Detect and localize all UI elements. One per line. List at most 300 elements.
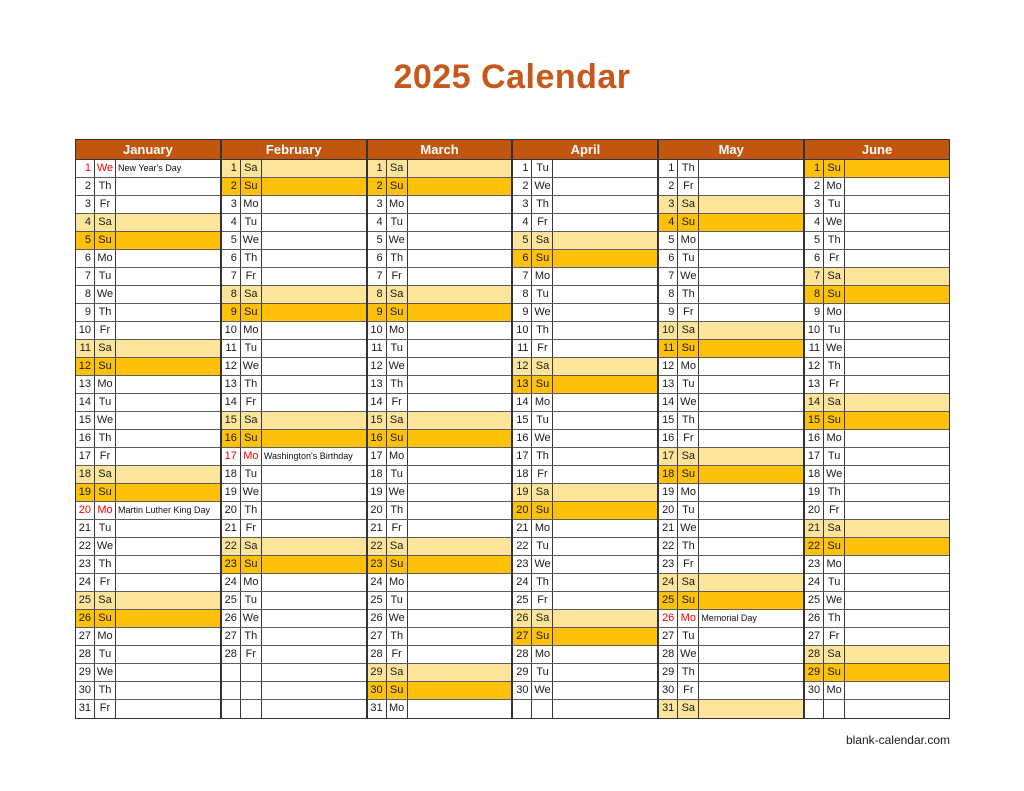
day-number: 15 xyxy=(76,412,95,429)
day-row xyxy=(222,160,366,178)
day-number: 20 xyxy=(513,502,532,519)
holiday-label xyxy=(553,646,657,663)
holiday-label xyxy=(116,286,220,303)
holiday-label xyxy=(845,682,949,699)
day-abbr: Fr xyxy=(387,268,408,285)
holiday-label xyxy=(262,574,366,591)
day-abbr: We xyxy=(824,592,845,609)
holiday-label xyxy=(116,466,220,483)
day-number: 17 xyxy=(805,448,824,465)
holiday-label xyxy=(553,412,657,429)
holiday-label xyxy=(262,232,366,249)
day-abbr: Fr xyxy=(678,430,699,447)
day-row xyxy=(222,484,366,502)
day-row xyxy=(805,430,949,448)
day-number: 28 xyxy=(805,646,824,663)
day-abbr: Mo xyxy=(95,628,116,645)
day-row xyxy=(805,358,949,376)
day-row xyxy=(368,196,512,214)
day-abbr: Th xyxy=(678,286,699,303)
day-row xyxy=(76,610,220,628)
day-row xyxy=(805,574,949,592)
day-number: 21 xyxy=(659,520,678,537)
day-number: 13 xyxy=(368,376,387,393)
day-number: 28 xyxy=(222,646,241,663)
day-number: 5 xyxy=(222,232,241,249)
day-number: 19 xyxy=(222,484,241,501)
day-number: 25 xyxy=(76,592,95,609)
holiday-label xyxy=(262,646,366,663)
day-row xyxy=(76,502,220,520)
day-number: 7 xyxy=(76,268,95,285)
holiday-label xyxy=(408,466,512,483)
day-number: 2 xyxy=(76,178,95,195)
day-abbr: We xyxy=(387,358,408,375)
holiday-label xyxy=(262,628,366,645)
day-abbr: Tu xyxy=(95,268,116,285)
day-abbr: Fr xyxy=(824,376,845,393)
day-number: 4 xyxy=(513,214,532,231)
day-abbr: Su xyxy=(678,340,699,357)
day-row xyxy=(805,178,949,196)
day-number: 16 xyxy=(222,430,241,447)
day-row xyxy=(222,448,366,466)
day-abbr: Sa xyxy=(824,394,845,411)
day-number: 12 xyxy=(513,358,532,375)
holiday-label xyxy=(116,232,220,249)
holiday-label xyxy=(699,466,803,483)
day-abbr: Sa xyxy=(678,448,699,465)
holiday-label xyxy=(408,556,512,573)
day-abbr: Fr xyxy=(95,448,116,465)
day-abbr: Su xyxy=(532,628,553,645)
day-abbr: Su xyxy=(678,466,699,483)
day-number: 8 xyxy=(659,286,678,303)
day-number: 14 xyxy=(659,394,678,411)
holiday-label xyxy=(262,322,366,339)
day-number xyxy=(222,700,241,718)
day-row xyxy=(222,538,366,556)
day-abbr: Tu xyxy=(824,448,845,465)
day-number: 29 xyxy=(368,664,387,681)
day-abbr: Th xyxy=(95,556,116,573)
holiday-label xyxy=(262,538,366,555)
day-number: 1 xyxy=(368,160,387,177)
day-number: 19 xyxy=(76,484,95,501)
day-row xyxy=(368,520,512,538)
day-number: 5 xyxy=(659,232,678,249)
day-abbr: Mo xyxy=(678,484,699,501)
day-number: 11 xyxy=(659,340,678,357)
day-number: 24 xyxy=(76,574,95,591)
day-row xyxy=(222,358,366,376)
day-number: 13 xyxy=(805,376,824,393)
holiday-label xyxy=(845,304,949,321)
day-abbr: Tu xyxy=(241,592,262,609)
day-abbr: Sa xyxy=(387,160,408,177)
day-row xyxy=(659,268,803,286)
day-row xyxy=(659,538,803,556)
holiday-label xyxy=(408,358,512,375)
day-number: 12 xyxy=(368,358,387,375)
holiday-label xyxy=(262,214,366,231)
holiday-label xyxy=(262,700,366,718)
day-abbr: Fr xyxy=(532,340,553,357)
day-number: 28 xyxy=(659,646,678,663)
day-number: 16 xyxy=(805,430,824,447)
day-abbr: Fr xyxy=(824,628,845,645)
day-abbr: Su xyxy=(241,178,262,195)
day-abbr: Mo xyxy=(241,448,262,465)
day-row xyxy=(659,556,803,574)
month-header: February xyxy=(222,140,366,160)
day-row xyxy=(513,664,657,682)
day-number: 12 xyxy=(659,358,678,375)
holiday-label xyxy=(845,250,949,267)
holiday-label xyxy=(553,520,657,537)
day-abbr: Su xyxy=(824,664,845,681)
holiday-label xyxy=(262,394,366,411)
day-row xyxy=(659,358,803,376)
day-abbr: Th xyxy=(387,502,408,519)
day-number: 9 xyxy=(76,304,95,321)
day-row xyxy=(76,268,220,286)
day-number: 15 xyxy=(222,412,241,429)
day-abbr: Tu xyxy=(95,394,116,411)
day-abbr: We xyxy=(387,232,408,249)
day-number: 22 xyxy=(805,538,824,555)
day-row xyxy=(222,178,366,196)
day-abbr: Fr xyxy=(95,574,116,591)
day-number: 22 xyxy=(513,538,532,555)
day-number: 9 xyxy=(805,304,824,321)
day-number: 20 xyxy=(222,502,241,519)
day-number: 30 xyxy=(659,682,678,699)
day-abbr: Sa xyxy=(387,538,408,555)
holiday-label xyxy=(699,322,803,339)
day-number: 12 xyxy=(805,358,824,375)
holiday-label xyxy=(845,538,949,555)
day-abbr: Th xyxy=(241,628,262,645)
day-row xyxy=(659,628,803,646)
day-row xyxy=(222,520,366,538)
day-row xyxy=(76,250,220,268)
day-number: 17 xyxy=(368,448,387,465)
day-row xyxy=(76,538,220,556)
footer-credit: blank-calendar.com xyxy=(845,733,950,747)
day-number: 22 xyxy=(76,538,95,555)
day-number: 24 xyxy=(222,574,241,591)
holiday-label xyxy=(699,358,803,375)
day-abbr: Fr xyxy=(532,466,553,483)
day-abbr: Th xyxy=(824,358,845,375)
day-number: 15 xyxy=(368,412,387,429)
day-abbr: Su xyxy=(241,304,262,321)
holiday-label xyxy=(699,160,803,177)
day-abbr: Th xyxy=(95,178,116,195)
holiday-label xyxy=(408,286,512,303)
day-row xyxy=(368,502,512,520)
holiday-label xyxy=(699,646,803,663)
holiday-label xyxy=(553,628,657,645)
day-row xyxy=(659,646,803,664)
holiday-label xyxy=(553,286,657,303)
holiday-label xyxy=(408,448,512,465)
holiday-label xyxy=(408,196,512,213)
holiday-label xyxy=(699,502,803,519)
holiday-label xyxy=(262,682,366,699)
day-number: 4 xyxy=(222,214,241,231)
day-abbr: We xyxy=(824,214,845,231)
day-row xyxy=(805,232,949,250)
month-column-march xyxy=(368,140,514,718)
day-number: 28 xyxy=(368,646,387,663)
day-row xyxy=(513,556,657,574)
holiday-label xyxy=(262,340,366,357)
day-abbr: Tu xyxy=(532,538,553,555)
holiday-label xyxy=(408,430,512,447)
day-abbr: Mo xyxy=(95,502,116,519)
day-row xyxy=(76,574,220,592)
day-row xyxy=(659,592,803,610)
day-abbr: Tu xyxy=(678,376,699,393)
day-abbr: We xyxy=(678,394,699,411)
day-abbr: Su xyxy=(678,592,699,609)
day-row xyxy=(513,376,657,394)
day-abbr: Tu xyxy=(678,502,699,519)
day-row xyxy=(513,304,657,322)
holiday-label xyxy=(845,484,949,501)
holiday-label xyxy=(699,268,803,285)
day-row xyxy=(513,196,657,214)
holiday-label xyxy=(116,178,220,195)
holiday-label xyxy=(408,214,512,231)
day-abbr: Th xyxy=(678,538,699,555)
holiday-label xyxy=(553,232,657,249)
day-row xyxy=(659,340,803,358)
day-row xyxy=(76,196,220,214)
day-row xyxy=(368,682,512,700)
holiday-label xyxy=(845,376,949,393)
holiday-label xyxy=(553,592,657,609)
holiday-label xyxy=(553,196,657,213)
day-number: 18 xyxy=(659,466,678,483)
holiday-label xyxy=(553,700,657,718)
day-number: 24 xyxy=(659,574,678,591)
day-abbr: Sa xyxy=(824,520,845,537)
day-abbr: Tu xyxy=(387,466,408,483)
day-row xyxy=(513,394,657,412)
day-abbr: We xyxy=(678,268,699,285)
holiday-label xyxy=(262,160,366,177)
month-header: April xyxy=(513,140,657,160)
day-row xyxy=(659,520,803,538)
holiday-label xyxy=(262,610,366,627)
day-abbr: Su xyxy=(387,556,408,573)
day-number: 28 xyxy=(76,646,95,663)
day-number: 27 xyxy=(513,628,532,645)
holiday-label xyxy=(116,574,220,591)
day-number: 29 xyxy=(805,664,824,681)
day-abbr: We xyxy=(387,484,408,501)
day-abbr: We xyxy=(241,484,262,501)
day-abbr: Mo xyxy=(387,574,408,591)
holiday-label xyxy=(845,574,949,591)
holiday-label xyxy=(553,682,657,699)
day-row xyxy=(76,304,220,322)
day-number: 5 xyxy=(513,232,532,249)
day-abbr xyxy=(824,700,845,718)
holiday-label xyxy=(699,682,803,699)
day-abbr: Mo xyxy=(678,358,699,375)
holiday-label xyxy=(845,448,949,465)
holiday-label xyxy=(553,178,657,195)
day-number: 8 xyxy=(513,286,532,303)
day-number: 3 xyxy=(76,196,95,213)
day-number: 1 xyxy=(222,160,241,177)
day-number xyxy=(805,700,824,718)
holiday-label xyxy=(408,682,512,699)
day-number: 11 xyxy=(222,340,241,357)
holiday-label xyxy=(116,394,220,411)
day-number: 31 xyxy=(76,700,95,718)
month-column-april xyxy=(513,140,659,718)
holiday-label xyxy=(699,214,803,231)
day-number: 15 xyxy=(659,412,678,429)
day-number: 10 xyxy=(222,322,241,339)
holiday-label xyxy=(699,286,803,303)
day-row xyxy=(368,232,512,250)
day-abbr: Th xyxy=(387,250,408,267)
day-row xyxy=(222,394,366,412)
day-number: 25 xyxy=(805,592,824,609)
day-abbr: Mo xyxy=(532,646,553,663)
day-abbr: We xyxy=(95,538,116,555)
holiday-label xyxy=(408,520,512,537)
day-row xyxy=(368,430,512,448)
day-row xyxy=(513,520,657,538)
day-abbr: Sa xyxy=(678,574,699,591)
holiday-label xyxy=(699,592,803,609)
day-abbr: Sa xyxy=(241,160,262,177)
day-row xyxy=(659,232,803,250)
month-column-february xyxy=(222,140,368,718)
day-abbr: Sa xyxy=(95,466,116,483)
day-abbr: Mo xyxy=(387,448,408,465)
day-number: 1 xyxy=(659,160,678,177)
holiday-label xyxy=(262,250,366,267)
holiday-label xyxy=(116,682,220,699)
day-row xyxy=(513,178,657,196)
day-row xyxy=(368,178,512,196)
day-row xyxy=(76,592,220,610)
day-number: 9 xyxy=(513,304,532,321)
holiday-label xyxy=(553,358,657,375)
day-number: 28 xyxy=(513,646,532,663)
day-abbr: Fr xyxy=(678,556,699,573)
holiday-label xyxy=(699,448,803,465)
day-abbr: Mo xyxy=(241,322,262,339)
day-row xyxy=(659,376,803,394)
day-row xyxy=(659,196,803,214)
holiday-label xyxy=(116,214,220,231)
holiday-label xyxy=(116,484,220,501)
holiday-label xyxy=(553,664,657,681)
day-number: 4 xyxy=(76,214,95,231)
day-number: 17 xyxy=(513,448,532,465)
day-abbr: Sa xyxy=(241,286,262,303)
day-abbr: Fr xyxy=(387,646,408,663)
day-abbr: Mo xyxy=(387,322,408,339)
holiday-label xyxy=(553,376,657,393)
day-abbr: Su xyxy=(532,502,553,519)
day-number: 17 xyxy=(76,448,95,465)
holiday-label xyxy=(699,196,803,213)
day-abbr: Sa xyxy=(532,232,553,249)
day-row xyxy=(513,682,657,700)
day-abbr: Tu xyxy=(95,520,116,537)
day-abbr xyxy=(241,664,262,681)
day-row xyxy=(805,214,949,232)
day-abbr: Su xyxy=(532,376,553,393)
day-number: 1 xyxy=(76,160,95,177)
holiday-label xyxy=(845,394,949,411)
holiday-label xyxy=(116,700,220,718)
holiday-label: Memorial Day xyxy=(701,613,757,623)
holiday-label xyxy=(262,466,366,483)
holiday-label xyxy=(262,286,366,303)
day-abbr xyxy=(241,682,262,699)
day-abbr: Sa xyxy=(532,358,553,375)
holiday-label xyxy=(262,502,366,519)
holiday-label xyxy=(408,340,512,357)
day-number: 12 xyxy=(76,358,95,375)
day-row xyxy=(368,286,512,304)
holiday-label xyxy=(116,358,220,375)
day-number: 7 xyxy=(368,268,387,285)
day-number: 21 xyxy=(368,520,387,537)
day-abbr: Tu xyxy=(532,286,553,303)
day-number: 14 xyxy=(513,394,532,411)
day-number: 26 xyxy=(659,610,678,627)
day-abbr: Fr xyxy=(241,646,262,663)
day-row xyxy=(805,466,949,484)
day-number: 31 xyxy=(659,700,678,718)
day-row xyxy=(805,502,949,520)
holiday-label xyxy=(262,592,366,609)
day-abbr: Fr xyxy=(678,178,699,195)
holiday-label xyxy=(116,412,220,429)
day-row xyxy=(222,466,366,484)
day-abbr: Su xyxy=(824,412,845,429)
day-row xyxy=(659,394,803,412)
day-abbr: Tu xyxy=(678,628,699,645)
day-abbr: Th xyxy=(532,448,553,465)
day-number: 24 xyxy=(805,574,824,591)
day-abbr: Fr xyxy=(824,502,845,519)
day-abbr: Fr xyxy=(241,268,262,285)
day-number: 27 xyxy=(222,628,241,645)
month-column-january xyxy=(76,140,222,718)
day-row xyxy=(76,322,220,340)
day-abbr: Th xyxy=(532,574,553,591)
day-row xyxy=(513,340,657,358)
day-row xyxy=(368,394,512,412)
day-row xyxy=(222,376,366,394)
day-row xyxy=(659,448,803,466)
holiday-label xyxy=(699,232,803,249)
day-number: 17 xyxy=(659,448,678,465)
